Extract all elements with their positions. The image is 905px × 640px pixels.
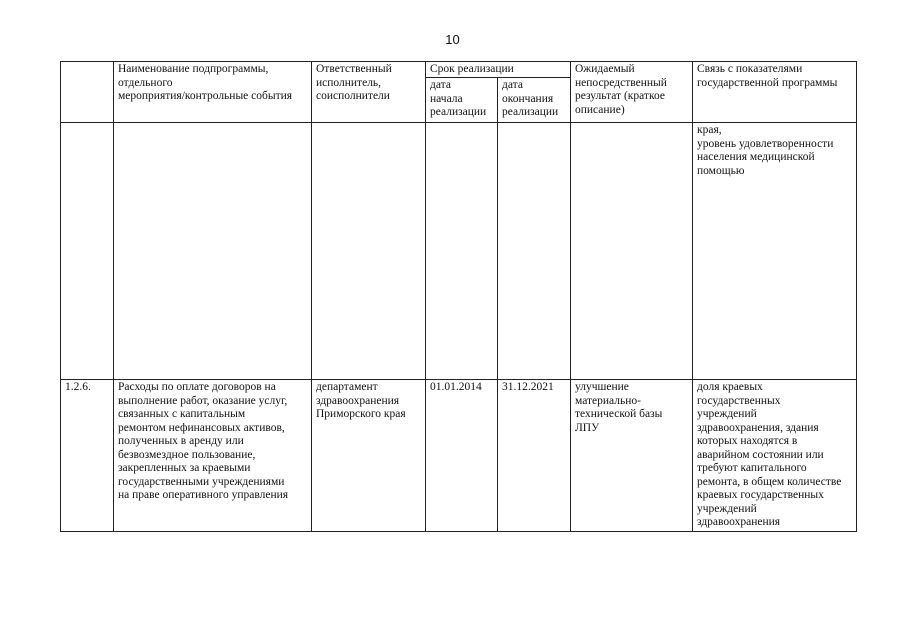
row-executor: департамент здравоохранения Приморского края	[312, 380, 426, 532]
header-end-date: дата окончания реализации	[498, 78, 571, 123]
program-table	[60, 61, 857, 532]
table-row	[61, 380, 857, 532]
row-name: Расходы по оплате договоров на выполнение работ, оказание услуг, связанных с капитальным ремонтом нефинансовых активов, полученных в аренду или безвозмездное пользование, закрепленных за краевыми государственными учреждениями на праве оперативного управления	[114, 380, 312, 532]
row-start-date: 01.01.2014	[426, 380, 498, 532]
header-result: Ожидаемый непосредственный результат (краткое описание)	[571, 62, 693, 123]
header-link: Связь с показателями государственной программы	[693, 62, 857, 123]
row-start-date	[426, 123, 498, 380]
header-row	[61, 62, 857, 78]
row-link: доля краевых государственных учреждений здравоохранения, здания которых находятся в аварийном состоянии или требуют капитального ремонта, в общем количестве краевых государственных учреждений здравоохранения	[693, 380, 857, 532]
row-end-date: 31.12.2021	[498, 380, 571, 532]
row-result	[571, 123, 693, 380]
row-number	[61, 123, 114, 380]
header-period: Срок реализации	[426, 62, 571, 78]
header-name: Наименование подпрограммы, отдельного мероприятия/контрольные события	[114, 62, 312, 123]
row-number: 1.2.6.	[61, 380, 114, 532]
row-executor	[312, 123, 426, 380]
page-number: 10	[445, 32, 460, 47]
row-link: края, уровень удовлетворенности населения медицинской помощью	[693, 123, 857, 380]
row-result: улучшение материально- технической базы ЛПУ	[571, 380, 693, 532]
header-start-date: дата начала реализации	[426, 78, 498, 123]
header-executor: Ответственный исполнитель, соисполнители	[312, 62, 426, 123]
header-number	[61, 62, 114, 123]
row-end-date	[498, 123, 571, 380]
row-name	[114, 123, 312, 380]
table-row	[61, 123, 857, 380]
